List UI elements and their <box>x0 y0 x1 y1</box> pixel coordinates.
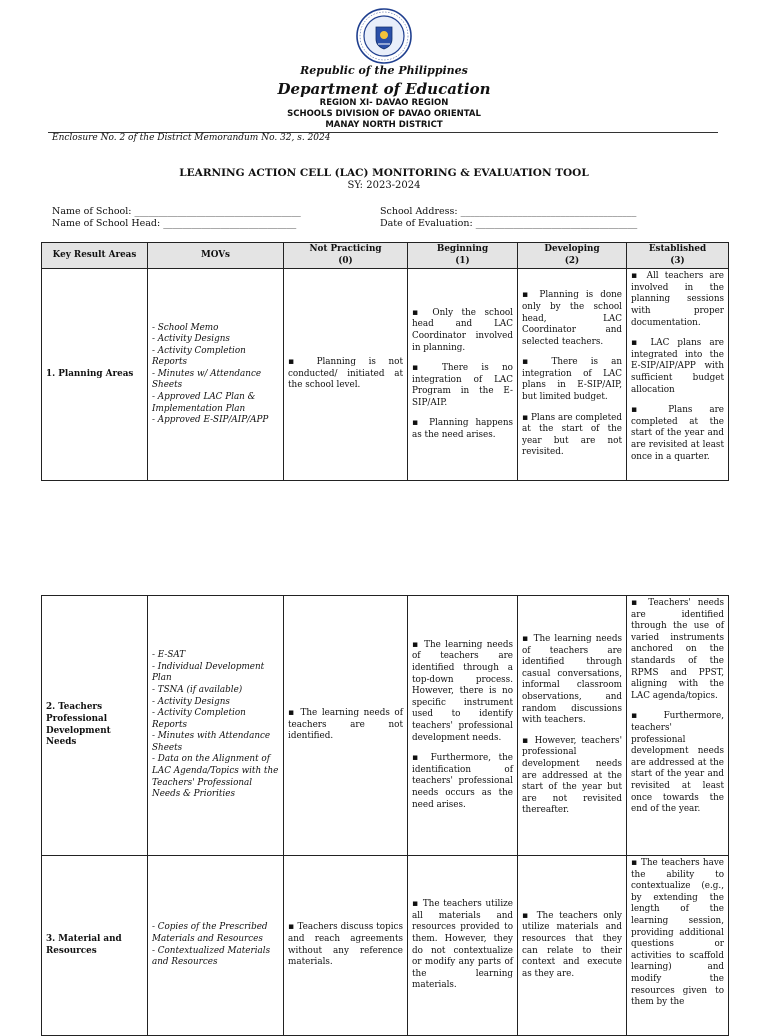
criterion-text: ▪ Furthermore, the identification of teachers' professional needs occurs as the need arises. <box>412 753 513 811</box>
criterion-text: ▪ The teachers utilize all materials and resources provided to them. However, they do not contextualize or modify any parts of the learning materials. <box>412 899 513 992</box>
mov-item: - Contextualized Materials and Resources <box>152 945 271 968</box>
criterion-text: ▪ Plans are completed at the start of the year and are revisited at least once in a quarter. <box>631 405 724 463</box>
mov-item: - E-SAT <box>152 650 186 661</box>
header-movs: MOVs <box>148 243 284 269</box>
mov-item: - Activity Completion Reports <box>152 708 246 730</box>
header-beginning: Beginning (1) <box>408 243 518 269</box>
header-developing: Developing (2) <box>518 243 627 269</box>
header-not-practicing: Not Practicing (0) <box>284 243 408 269</box>
mov-item: - Activity Completion Reports <box>152 345 246 368</box>
mov-item: - Individual Development Plan <box>152 661 265 684</box>
criterion-text: ▪ There is an integration of LAC plans in E-SIP/AIP, but limited budget. <box>522 357 622 403</box>
criterion-text: ▪ The learning needs of teachers are identified through a top-down process. However, there is no specific instrument used to identify teachers' professional development needs. <box>412 640 513 744</box>
mov-item: - Approved E-SIP/AIP/APP <box>152 415 269 426</box>
evaluation-date-field: Date of Evaluation: __________________________________ <box>380 218 638 229</box>
criterion-text: ▪ Planning is done only by the school head, LAC Coordinator and selected teachers. <box>522 290 622 348</box>
mov-item: - TSNA (if available) <box>152 684 243 695</box>
key-result-area-cell: 1. Planning Areas <box>42 269 148 481</box>
beginning-cell <box>408 269 518 481</box>
region-heading: REGION XI- DAVAO REGION <box>319 98 449 108</box>
key-result-area-cell: 3. Material and Resources <box>42 856 148 1036</box>
established-cell <box>627 596 729 856</box>
mov-item: - Minutes w/ Attendance Sheets <box>152 368 262 391</box>
criterion-text: ▪ There is no integration of LAC Program in the E-SIP/AIP. <box>412 363 513 409</box>
table-row <box>42 856 729 1036</box>
criterion-text: ▪ Furthermore, teachers' professional development needs are addressed at the start of the year and revisited at least once towards the end of the year. <box>631 711 724 815</box>
criterion-text: ▪ Planning is not conducted/ initiated at the school level. <box>288 357 403 392</box>
deped-seal-logo <box>356 8 412 64</box>
mov-item: - Data on the Alignment of LAC Agenda/Topics with the Teachers' Professional Needs & Priorities <box>152 754 279 800</box>
criterion-text: ▪ However, teachers' professional development needs are addressed at the start of the year but are not revisited thereafter. <box>522 736 622 817</box>
established-cell <box>627 269 729 481</box>
movs-cell <box>148 856 284 1036</box>
not-practicing-cell <box>284 856 408 1036</box>
criterion-text: ▪ All teachers are involved in the planning sessions with proper documentation. <box>631 271 724 329</box>
criterion-text: ▪ LAC plans are integrated into the E-SIP/AIP/APP with sufficient budget allocation <box>631 338 724 396</box>
movs-cell <box>148 596 284 856</box>
criterion-text: ▪ Teachers' needs are identified through the use of varied instruments anchored on the standards of the RPMS and PPST, aligning with the LAC agenda/topics. <box>631 598 724 702</box>
criterion-text: ▪ Plans are completed at the start of the year but are not revisited. <box>522 413 622 459</box>
beginning-cell <box>408 856 518 1036</box>
criterion-text: ▪ Planning happens as the need arises. <box>412 418 513 441</box>
movs-cell <box>148 269 284 481</box>
school-head-field: Name of School Head: ____________________________ <box>52 218 297 229</box>
established-cell <box>627 856 729 1036</box>
table-header-row <box>42 243 729 269</box>
division-heading: SCHOOLS DIVISION OF DAVAO ORIENTAL <box>287 109 481 119</box>
header-key-result-areas: Key Result Areas <box>42 243 148 269</box>
mov-item: - Minutes with Attendance Sheets <box>152 731 271 753</box>
criterion-text: ▪ The learning needs of teachers are identified through casual conversations, informal classroom observations, and random discussions with teachers. <box>522 634 622 727</box>
developing-cell <box>518 596 627 856</box>
not-practicing-cell <box>284 596 408 856</box>
table-row <box>42 269 729 481</box>
table-row <box>42 596 729 856</box>
criterion-text: ▪ The teachers have the ability to contextualize (e.g., by extending the length of the learning session, providing additional questions or activities to scaffold learning) and modify the resources given to them by the <box>631 858 724 1009</box>
header-established: Established (3) <box>627 243 729 269</box>
school-year: SY: 2023-2024 <box>347 180 421 191</box>
mov-item: - Activity Designs <box>152 696 230 707</box>
evaluation-table <box>41 242 729 481</box>
criterion-text: ▪ Only the school head and LAC Coordinator involved in planning. <box>412 308 513 354</box>
beginning-cell <box>408 596 518 856</box>
department-heading: Department of Education <box>277 80 491 98</box>
not-practicing-cell <box>284 269 408 481</box>
tool-title: LEARNING ACTION CELL (LAC) MONITORING & EVALUATION TOOL <box>179 167 589 179</box>
school-address-field: School Address: _____________________________________ <box>380 206 637 217</box>
district-heading: MANAY NORTH DISTRICT <box>325 120 443 130</box>
mov-item: - Copies of the Prescribed Materials and Resources <box>152 922 268 944</box>
republic-heading: Republic of the Philippines <box>300 64 468 77</box>
criterion-text: ▪ The learning needs of teachers are not identified. <box>288 708 403 743</box>
evaluation-table-continued <box>41 595 729 1036</box>
developing-cell <box>518 269 627 481</box>
criterion-text: ▪ The teachers only utilize materials and resources that they can relate to their context and execute as they are. <box>522 911 622 981</box>
developing-cell <box>518 856 627 1036</box>
key-result-area-cell: 2. Teachers Professional Development Needs <box>42 596 148 856</box>
mov-item: - Activity Designs <box>152 334 230 345</box>
mov-item: - Approved LAC Plan & Implementation Plan <box>152 392 256 414</box>
criterion-text: ▪ Teachers discuss topics and reach agreements without any reference materials. <box>288 922 403 968</box>
school-name-field: Name of School: ___________________________________ <box>52 206 301 217</box>
mov-item: - School Memo <box>152 322 219 333</box>
enclosure-note: Enclosure No. 2 of the District Memorandum No. 32, s. 2024 <box>52 133 331 143</box>
